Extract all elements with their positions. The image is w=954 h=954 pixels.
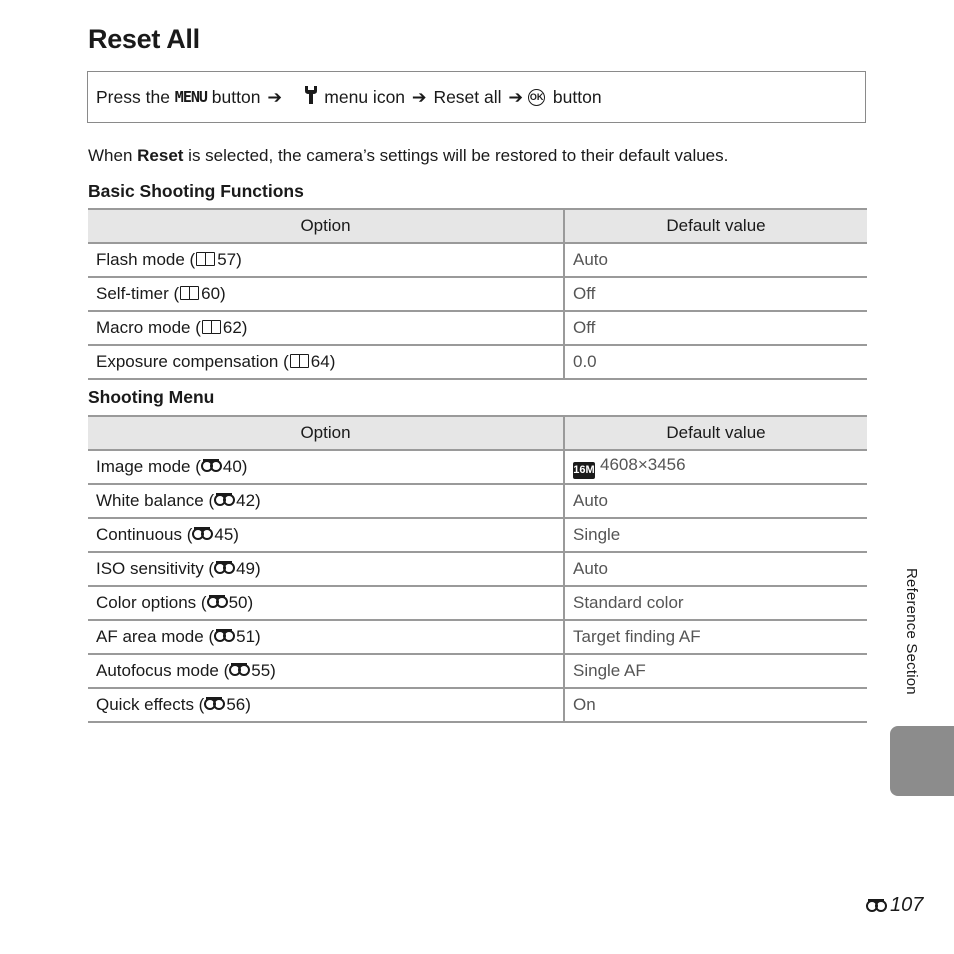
intro-after: is selected, the camera’s settings will be restored to their default values.: [183, 146, 729, 165]
default-value: 0.0: [573, 352, 597, 371]
page-ref: 55): [251, 661, 276, 680]
intro-bold: Reset: [137, 146, 184, 165]
book-icon: [202, 320, 222, 334]
side-section-tab: [890, 726, 954, 796]
section-heading-shooting-menu: Shooting Menu: [88, 387, 215, 407]
option-cell: [88, 552, 564, 586]
default-value-cell: [564, 484, 867, 518]
option-label: Exposure compensation (: [96, 352, 289, 371]
default-value: Auto: [573, 559, 608, 578]
default-value-cell: [564, 518, 867, 552]
procedure-text-5: button: [548, 86, 602, 107]
table-row: [88, 243, 867, 277]
option-cell: [88, 311, 564, 345]
binoculars-icon: [214, 493, 236, 507]
arrow-icon: ➔: [267, 86, 282, 107]
option-cell: [88, 277, 564, 311]
arrow-icon: ➔: [411, 86, 427, 107]
option-label: Self-timer (: [96, 284, 180, 303]
table-header-row: [88, 209, 867, 243]
book-icon: [196, 252, 216, 266]
procedure-text-2: button: [206, 86, 266, 107]
book-icon: [290, 354, 310, 368]
procedure-text-4: Reset all: [428, 86, 507, 107]
binoculars-icon: [214, 561, 236, 575]
basic-shooting-table: [88, 208, 867, 380]
table-row: [88, 654, 867, 688]
column-header-option: Option: [88, 209, 564, 243]
option-cell: [88, 518, 564, 552]
default-value: Auto: [573, 491, 608, 510]
page-ref: 51): [236, 627, 261, 646]
procedure-text-1: Press the: [96, 86, 175, 107]
option-cell: [88, 345, 564, 379]
default-value-cell: [564, 243, 867, 277]
option-label: Image mode (: [96, 457, 201, 476]
table-row: [88, 586, 867, 620]
shooting-menu-table: [88, 415, 867, 723]
image-mode-16m-icon: 16M: [573, 462, 595, 479]
default-value-cell: [564, 688, 867, 722]
option-label: Flash mode (: [96, 250, 196, 269]
option-cell: [88, 484, 564, 518]
table-row: [88, 345, 867, 379]
option-cell: [88, 243, 564, 277]
column-header-default: Default value: [564, 209, 867, 243]
intro-text: [88, 146, 728, 166]
default-value-cell: [564, 620, 867, 654]
page-number: [866, 894, 923, 917]
page-ref: 56): [226, 695, 251, 714]
default-value: Auto: [573, 250, 608, 269]
page-ref: 42): [236, 491, 261, 510]
option-label: Autofocus mode (: [96, 661, 230, 680]
default-value-cell: [564, 277, 867, 311]
table-row: [88, 552, 867, 586]
default-value-cell: [564, 345, 867, 379]
page-number-value: 107: [890, 894, 924, 916]
option-cell: [88, 586, 564, 620]
section-heading-basic: Basic Shooting Functions: [88, 181, 304, 201]
table-header-row: [88, 416, 867, 450]
page-ref: 62): [222, 318, 248, 337]
page-ref: 50): [228, 593, 254, 612]
menu-button-label: MENU: [174, 88, 207, 106]
option-label: AF area mode (: [96, 627, 215, 646]
intro-before: When: [88, 146, 138, 165]
column-header-default: Default value: [564, 416, 867, 450]
binoculars-icon: [192, 527, 214, 541]
binoculars-icon: [229, 663, 251, 677]
option-cell: [88, 654, 564, 688]
option-cell: [88, 688, 564, 722]
binoculars-icon: [204, 697, 226, 711]
default-value: Off: [573, 284, 596, 303]
procedure-box: [87, 71, 866, 123]
page-ref: 57): [217, 250, 242, 269]
option-label: Color options (: [96, 593, 207, 612]
option-label: Quick effects (: [96, 695, 205, 714]
table-row: [88, 518, 867, 552]
default-value-cell: [564, 450, 867, 484]
wrench-icon: [285, 64, 318, 131]
table-row: [88, 688, 867, 722]
page-title: Reset All: [88, 24, 200, 54]
option-label: Continuous (: [96, 525, 193, 544]
side-section-label: Reference Section: [903, 568, 920, 695]
option-cell: [88, 450, 564, 484]
default-value-cell: [564, 586, 867, 620]
option-label: Macro mode (: [96, 318, 201, 337]
page-ref: 60): [201, 284, 226, 303]
binoculars-icon: [214, 629, 236, 643]
binoculars-icon: [201, 459, 223, 473]
table-row: [88, 620, 867, 654]
table-row: [88, 484, 867, 518]
column-header-option: Option: [88, 416, 564, 450]
table-row: [88, 277, 867, 311]
default-value: On: [573, 695, 596, 714]
default-value: Target finding AF: [573, 627, 701, 646]
default-value: Single AF: [573, 661, 646, 680]
table-row: [88, 311, 867, 345]
option-label: White balance (: [96, 491, 215, 510]
default-value: Off: [573, 318, 596, 337]
book-icon: [180, 286, 200, 300]
default-value: 4608×3456: [600, 455, 686, 475]
page-ref: 49): [236, 559, 261, 578]
default-value: Single: [573, 525, 621, 544]
page-ref: 64): [310, 352, 336, 371]
ok-button-icon: OK: [528, 89, 545, 106]
table-row: [88, 450, 867, 484]
option-label: ISO sensitivity (: [96, 559, 215, 578]
binoculars-icon: [866, 899, 888, 913]
page-ref: 45): [214, 525, 239, 544]
binoculars-icon: [207, 595, 229, 609]
page-ref: 40): [222, 457, 248, 476]
arrow-icon: ➔: [508, 86, 524, 107]
procedure-text-3: menu icon: [319, 86, 410, 107]
default-value-cell: [564, 552, 867, 586]
default-value-cell: [564, 654, 867, 688]
default-value-cell: [564, 311, 867, 345]
default-value: Standard color: [573, 593, 684, 612]
option-cell: [88, 620, 564, 654]
